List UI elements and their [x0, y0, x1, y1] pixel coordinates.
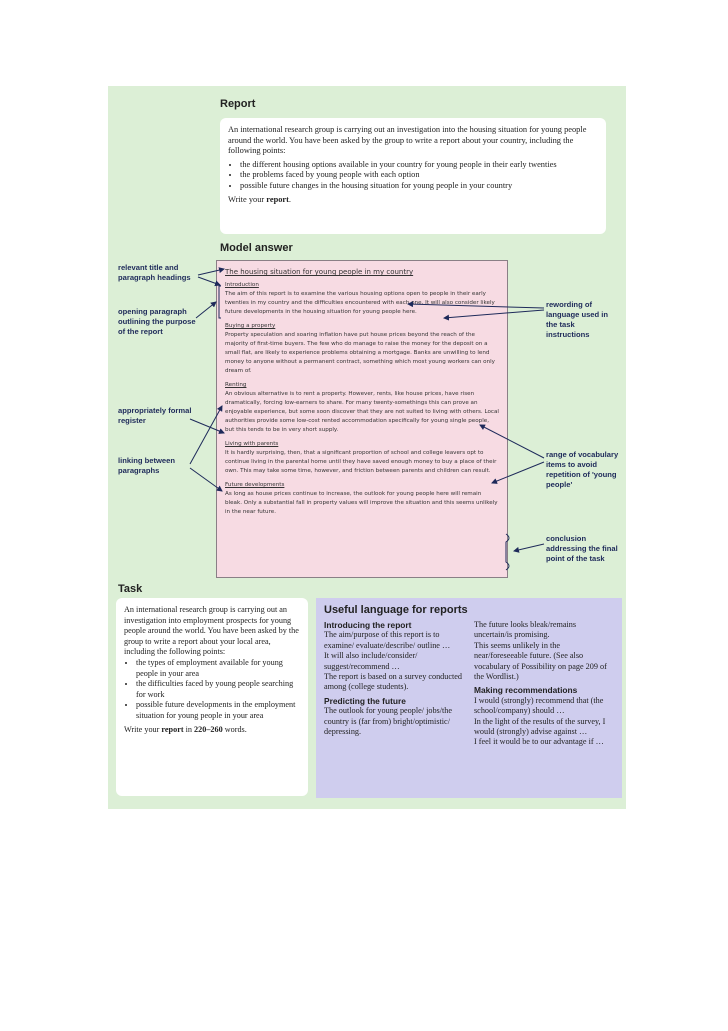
useful-phrase: I would (strongly) recommend that (the school/company) should … [474, 695, 604, 716]
useful-language-heading: Useful language for reports [324, 604, 468, 616]
arrow-to-title [198, 269, 224, 275]
report-intro: An international research group is carrying out an investigation into the housing situation for young people around the world. You have been asked by the group to write a report about your country, including the following points: [228, 125, 587, 156]
section-heading: Renting [225, 382, 247, 388]
conclusion-bracket [506, 534, 509, 570]
useful-language-box [316, 598, 622, 798]
section-heading: Introduction [225, 282, 259, 288]
useful-phrase: I feel it would be to our advantage if … [474, 737, 604, 747]
arrow-to-link-1 [190, 406, 222, 464]
annotation-arrows [108, 86, 626, 606]
section-text: An obvious alternative is to rent a property. However, rents, like house prices, have risen dramatically, forcing low-earners to share. For many twenty-somethings this can prove an enjoyable experience, but some soon discover that they are not suited to living with others. Local authorities provide some low-cost rented accommodation specifically for young single people, but this tends to be in very short supply. [225, 391, 499, 433]
task-closing: Write your report in 220–260 words. [124, 724, 247, 734]
annotation-conclusion: conclusion addressing the final point of the task [546, 534, 618, 563]
report-bullet: • possible future changes in the housing situation for young people in your country [240, 181, 598, 192]
useful-column-2 [474, 620, 614, 748]
annotation-formal-register: appropriately formal register [118, 406, 192, 425]
arrow-to-heading [198, 277, 220, 285]
arrow-rewording-1 [408, 304, 544, 308]
useful-subheading: Predicting the future [324, 695, 406, 706]
arrow-to-register [190, 419, 224, 433]
intro-bracket [219, 286, 221, 318]
task-intro: An international research group is carrying out an investigation into employment prospects for young people around the world. You have been asked by the group to write a report about your local area, including the following points: [124, 605, 299, 657]
annotation-vocabulary-range: range of vocabulary items to avoid repetition of 'young people' [546, 450, 619, 489]
useful-phrase: It will also include/consider/ suggest/recommend … [324, 651, 418, 671]
useful-phrase: The outlook for young people/ jobs/the country is (far from) bright/optimistic/ depressing. [324, 706, 453, 737]
arrow-conclusion [514, 544, 544, 551]
task-bullet: • the types of employment available for young people in your area [136, 658, 300, 679]
report-bullet: • the problems faced by young people with each option [240, 170, 598, 181]
arrow-to-intro [196, 302, 216, 318]
arrow-vocab-2 [492, 462, 544, 483]
section-text: As long as house prices continue to increase, the outlook for young people here will remain bleak. Only a substantial fall in property values will improve the situation and this seems unlikely in the near future. [225, 491, 498, 515]
useful-phrase: The future looks bleak/remains uncertain/is promising. [474, 620, 577, 640]
task-bullet: • possible future developments in the employment situation for young people in your area [136, 700, 300, 721]
report-closing: Write your report. [228, 194, 292, 204]
task-heading: Task [118, 583, 143, 595]
arrow-rewording-2 [444, 310, 544, 318]
useful-phrase: This seems unlikely in the near/foreseeable future. (See also vocabulary of Possibility on page 209 of the Wordlist.) [474, 640, 607, 682]
useful-phrase: The aim/purpose of this report is to examine/ evaluate/describe/ outline … [324, 630, 451, 650]
section-text: Property speculation and soaring inflation have put house prices beyond the reach of the majority of first-time buyers. The few who do manage to raise the money for the deposit on a small flat, are likely to experience problems obtaining a mortgage. Banks are unwilling to lend money to anyone without a permanent contract, something which most young workers can only dream of. [225, 332, 495, 374]
textbook-page [108, 86, 626, 809]
annotation-rewording: rewording of language used in the task instructions [546, 300, 609, 339]
section-text: It is hardly surprising, then, that a significant proportion of school and college leavers opt to continue living in the parental home until they have saved enough money to buy a place of their own. This may take some time, however, and friction between parents and children can result. [225, 450, 497, 474]
section-heading: Future developments [225, 482, 285, 488]
section-text: The aim of this report is to examine the various housing options open to people in their early twenties in my country and the difficulties encountered with each one. It will also consider likely future developments in the housing situation for young people here. [225, 291, 495, 315]
annotation-opening-paragraph: opening paragraph outlining the purpose of the report [118, 307, 196, 336]
arrow-to-link-2 [190, 468, 222, 491]
model-answer-heading: Model answer [220, 242, 293, 254]
task-bullet: • the difficulties faced by young people searching for work [136, 679, 300, 700]
useful-subheading: Introducing the report [324, 620, 412, 630]
section-heading: Buying a property [225, 323, 276, 329]
useful-phrase: The report is based on a survey conducted among (college students). [324, 672, 463, 692]
task-box [116, 598, 308, 796]
section-heading: Living with parents [225, 441, 279, 447]
report-bullet: • the different housing options available in your country for young people in their early twenties [240, 160, 598, 171]
annotation-linking: linking between paragraphs [118, 456, 175, 475]
report-heading: Report [220, 98, 256, 110]
useful-phrase: In the light of the results of the survey, I would (strongly) advise against … [474, 716, 606, 737]
arrow-vocab-1 [480, 425, 544, 458]
model-answer-title: The housing situation for young people in my country [225, 268, 414, 276]
useful-column-1 [324, 620, 464, 748]
task-bullets [124, 658, 300, 722]
useful-subheading: Making recommendations [474, 685, 578, 696]
annotation-title-headings: relevant title and paragraph headings [118, 263, 191, 282]
